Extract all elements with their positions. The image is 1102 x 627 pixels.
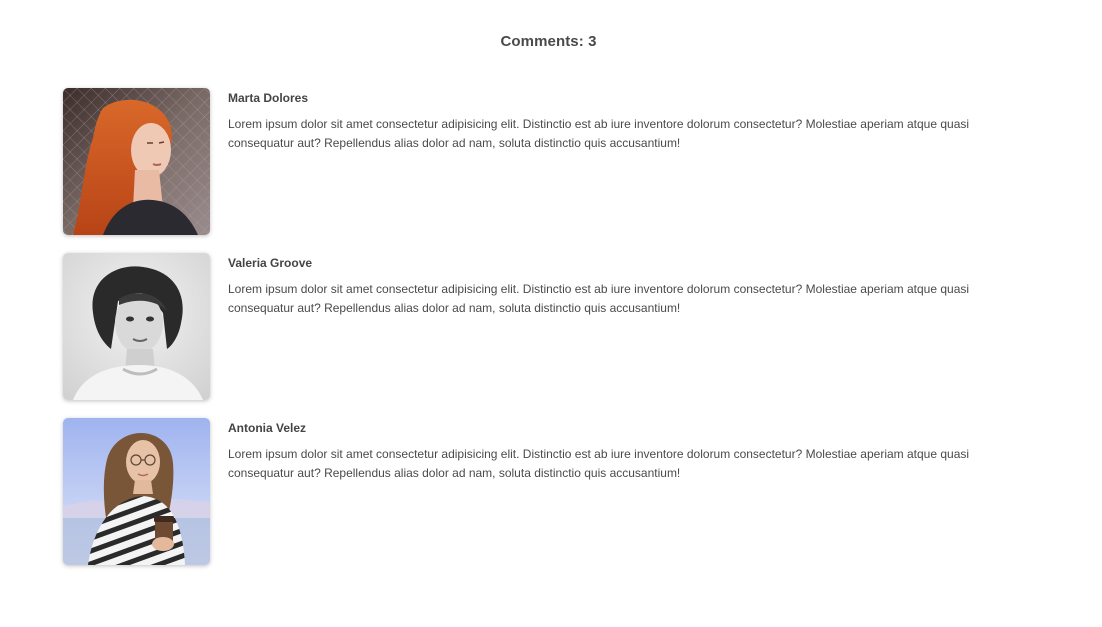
comment-text: Lorem ipsum dolor sit amet consectetur adipisicing elit. Distinctio est ab iure inventore dolorum consectetur? Molestiae aperiam atque quasi consequatur aut? Repellendus alias dolor ad nam, soluta distinctio quis accusantium! <box>228 117 970 150</box>
comment-body <box>228 88 988 153</box>
comment-item <box>63 418 1023 565</box>
comments-count-title: Comments: 3 <box>500 33 597 50</box>
avatar-photo-icon[interactable] <box>63 253 210 400</box>
avatar-photo-icon[interactable] <box>63 418 210 565</box>
comment-author[interactable]: Antonia Velez <box>228 421 307 435</box>
comment-body <box>228 418 988 483</box>
comment-text: Lorem ipsum dolor sit amet consectetur adipisicing elit. Distinctio est ab iure inventore dolorum consectetur? Molestiae aperiam atque quasi consequatur aut? Repellendus alias dolor ad nam, soluta distinctio quis accusantium! <box>228 282 970 315</box>
comment-list <box>63 88 1023 583</box>
comment-item <box>63 88 1023 235</box>
comment-item <box>63 253 1023 400</box>
avatar-photo-icon[interactable] <box>63 88 210 235</box>
comment-author[interactable]: Marta Dolores <box>228 91 309 105</box>
comment-body <box>228 253 988 318</box>
comment-text: Lorem ipsum dolor sit amet consectetur adipisicing elit. Distinctio est ab iure inventore dolorum consectetur? Molestiae aperiam atque quasi consequatur aut? Repellendus alias dolor ad nam, soluta distinctio quis accusantium! <box>228 447 970 480</box>
comment-author[interactable]: Valeria Groove <box>228 256 313 270</box>
